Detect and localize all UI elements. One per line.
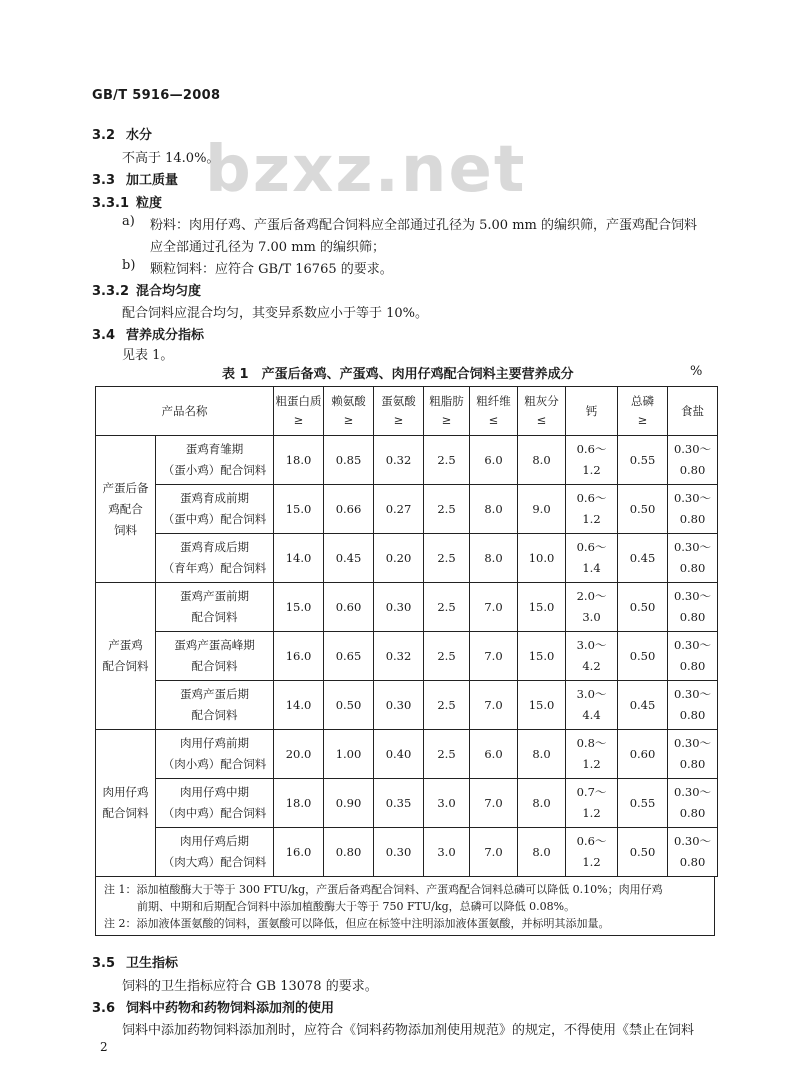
value-cell: 3.0 — [424, 779, 470, 828]
salt-cell: 0.30～ 0.80 — [668, 779, 718, 828]
phosphorus-cell: 0.50 — [618, 485, 668, 534]
nutrition-table — [95, 386, 718, 877]
calcium-cell: 0.6～ 1.2 — [566, 436, 618, 485]
value-cell: 15.0 — [518, 681, 566, 730]
value-cell: 0.50 — [324, 681, 374, 730]
phosphorus-cell: 0.50 — [618, 828, 668, 877]
value-cell: 18.0 — [274, 436, 324, 485]
value-cell: 9.0 — [518, 485, 566, 534]
value-cell: 0.40 — [374, 730, 424, 779]
section-3-4-heading: 3.4 营养成分指标 — [92, 328, 205, 343]
table-row — [96, 485, 718, 534]
calcium-cell: 0.6～ 1.4 — [566, 534, 618, 583]
calcium-cell: 0.7～ 1.2 — [566, 779, 618, 828]
section-3-4-body: 见表 1。 — [122, 348, 174, 363]
value-cell: 15.0 — [274, 583, 324, 632]
table-row — [96, 534, 718, 583]
value-cell: 16.0 — [274, 828, 324, 877]
note-line: 前期、中期和后期配合饲料中添加植酸酶大于等于 750 FTU/kg，总磷可以降低 0.08%。 — [104, 900, 576, 913]
value-cell: 7.0 — [470, 583, 518, 632]
value-cell: 8.0 — [470, 485, 518, 534]
item-b-label: b) — [122, 258, 136, 273]
table-row — [96, 779, 718, 828]
value-cell: 0.60 — [324, 583, 374, 632]
value-cell: 10.0 — [518, 534, 566, 583]
note-line: 注 2：添加液体蛋氨酸的饲料，蛋氨酸可以降低，但应在标签中注明添加液体蛋氨酸，并标明其添加量。 — [104, 917, 610, 930]
value-cell: 15.0 — [274, 485, 324, 534]
value-cell: 2.5 — [424, 730, 470, 779]
value-cell: 0.32 — [374, 632, 424, 681]
header-col: 食盐 — [668, 387, 718, 436]
value-cell: 0.30 — [374, 681, 424, 730]
product-name-cell: 肉用仔鸡后期 （肉大鸡）配合饲料 — [156, 828, 274, 877]
value-cell: 0.30 — [374, 583, 424, 632]
header-col: 粗灰分 ≤ — [518, 387, 566, 436]
value-cell: 0.20 — [374, 534, 424, 583]
phosphorus-cell: 0.45 — [618, 681, 668, 730]
product-name-cell: 蛋鸡产蛋高峰期 配合饲料 — [156, 632, 274, 681]
header-col: 蛋氨酸 ≥ — [374, 387, 424, 436]
value-cell: 15.0 — [518, 632, 566, 681]
table-row — [96, 730, 718, 779]
section-3-6-body: 饲料中添加药物饲料添加剂时，应符合《饲料药物添加剂使用规范》的规定，不得使用《禁止在饲料 — [122, 1023, 695, 1038]
product-name-cell: 蛋鸡产蛋后期 配合饲料 — [156, 681, 274, 730]
salt-cell: 0.30～ 0.80 — [668, 828, 718, 877]
value-cell: 0.90 — [324, 779, 374, 828]
value-cell: 0.66 — [324, 485, 374, 534]
value-cell: 6.0 — [470, 436, 518, 485]
value-cell: 8.0 — [518, 436, 566, 485]
value-cell: 8.0 — [518, 828, 566, 877]
product-name-cell: 肉用仔鸡中期 （肉中鸡）配合饲料 — [156, 779, 274, 828]
watermark: bzxz.net — [205, 133, 527, 207]
value-cell: 20.0 — [274, 730, 324, 779]
section-3-5-body: 饲料的卫生指标应符合 GB 13078 的要求。 — [122, 979, 378, 994]
item-a-line2: 应全部通过孔径为 7.00 mm 的编织筛； — [150, 240, 385, 255]
item-a-line1: 粉料：肉用仔鸡、产蛋后备鸡配合饲料应全部通过孔径为 5.00 mm 的编织筛，产蛋鸡配合饲料 — [150, 218, 697, 233]
value-cell: 7.0 — [470, 779, 518, 828]
note-line: 注 1：添加植酸酶大于等于 300 FTU/kg，产蛋后备鸡配合饲料、产蛋鸡配合饲料总磷可以降低 0.10%；肉用仔鸡 — [104, 883, 663, 896]
table-caption: 表 1 产蛋后备鸡、产蛋鸡、肉用仔鸡配合饲料主要营养成分 — [222, 367, 574, 382]
item-b-text: 颗粒饲料：应符合 GB/T 16765 的要求。 — [150, 262, 393, 277]
group-name-cell: 肉用仔鸡 配合饲料 — [96, 730, 156, 877]
salt-cell: 0.30～ 0.80 — [668, 436, 718, 485]
value-cell: 2.5 — [424, 534, 470, 583]
product-name-cell: 肉用仔鸡前期 （肉小鸡）配合饲料 — [156, 730, 274, 779]
value-cell: 8.0 — [518, 779, 566, 828]
phosphorus-cell: 0.55 — [618, 779, 668, 828]
calcium-cell: 3.0～ 4.4 — [566, 681, 618, 730]
header-col: 钙 — [566, 387, 618, 436]
value-cell: 1.00 — [324, 730, 374, 779]
section-3-5-heading: 3.5 卫生指标 — [92, 956, 179, 971]
section-3-2-body: 不高于 14.0%。 — [122, 151, 220, 166]
value-cell: 2.5 — [424, 583, 470, 632]
section-3-3-1-heading: 3.3.1 粒度 — [92, 196, 163, 211]
calcium-cell: 0.6～ 1.2 — [566, 828, 618, 877]
calcium-cell: 0.8～ 1.2 — [566, 730, 618, 779]
table-row — [96, 583, 718, 632]
product-name-cell: 蛋鸡产蛋前期 配合饲料 — [156, 583, 274, 632]
value-cell: 7.0 — [470, 828, 518, 877]
table-row — [96, 436, 718, 485]
calcium-cell: 0.6～ 1.2 — [566, 485, 618, 534]
salt-cell: 0.30～ 0.80 — [668, 730, 718, 779]
value-cell: 0.45 — [324, 534, 374, 583]
value-cell: 16.0 — [274, 632, 324, 681]
product-name-cell: 蛋鸡育雏期 （蛋小鸡）配合饲料 — [156, 436, 274, 485]
value-cell: 0.80 — [324, 828, 374, 877]
header-product: 产品名称 — [96, 387, 274, 436]
value-cell: 15.0 — [518, 583, 566, 632]
salt-cell: 0.30～ 0.80 — [668, 485, 718, 534]
table-notes — [95, 876, 715, 936]
phosphorus-cell: 0.50 — [618, 583, 668, 632]
section-3-2-heading: 3.2 水分 — [92, 128, 153, 143]
salt-cell: 0.30～ 0.80 — [668, 583, 718, 632]
header-col: 赖氨酸 ≥ — [324, 387, 374, 436]
section-3-3-2-heading: 3.3.2 混合均匀度 — [92, 284, 202, 299]
phosphorus-cell: 0.50 — [618, 632, 668, 681]
page-number: 2 — [100, 1040, 108, 1054]
calcium-cell: 3.0～ 4.2 — [566, 632, 618, 681]
header-col: 粗脂肪 ≥ — [424, 387, 470, 436]
section-3-3-heading: 3.3 加工质量 — [92, 173, 179, 188]
value-cell: 2.5 — [424, 436, 470, 485]
group-name-cell: 产蛋鸡 配合饲料 — [96, 583, 156, 730]
header-col: 粗蛋白质 ≥ — [274, 387, 324, 436]
value-cell: 7.0 — [470, 632, 518, 681]
product-name-cell: 蛋鸡育成前期 （蛋中鸡）配合饲料 — [156, 485, 274, 534]
value-cell: 14.0 — [274, 534, 324, 583]
product-name-cell: 蛋鸡育成后期 （育年鸡）配合饲料 — [156, 534, 274, 583]
value-cell: 8.0 — [518, 730, 566, 779]
phosphorus-cell: 0.45 — [618, 534, 668, 583]
table-row — [96, 828, 718, 877]
table-row — [96, 681, 718, 730]
value-cell: 0.30 — [374, 828, 424, 877]
section-3-3-2-body: 配合饲料应混合均匀，其变异系数应小于等于 10%。 — [122, 306, 429, 321]
group-name-cell: 产蛋后备 鸡配合 饲料 — [96, 436, 156, 583]
table-header-row — [96, 387, 718, 436]
value-cell: 0.65 — [324, 632, 374, 681]
value-cell: 2.5 — [424, 681, 470, 730]
table-row — [96, 632, 718, 681]
phosphorus-cell: 0.60 — [618, 730, 668, 779]
value-cell: 0.32 — [374, 436, 424, 485]
value-cell: 18.0 — [274, 779, 324, 828]
item-a-label: a) — [122, 214, 135, 229]
section-3-6-heading: 3.6 饲料中药物和药物饲料添加剂的使用 — [92, 1001, 335, 1016]
phosphorus-cell: 0.55 — [618, 436, 668, 485]
value-cell: 7.0 — [470, 681, 518, 730]
value-cell: 0.27 — [374, 485, 424, 534]
header-col: 粗纤维 ≤ — [470, 387, 518, 436]
salt-cell: 0.30～ 0.80 — [668, 681, 718, 730]
value-cell: 2.5 — [424, 485, 470, 534]
value-cell: 14.0 — [274, 681, 324, 730]
salt-cell: 0.30～ 0.80 — [668, 632, 718, 681]
salt-cell: 0.30～ 0.80 — [668, 534, 718, 583]
header-col: 总磷 ≥ — [618, 387, 668, 436]
standard-number: GB/T 5916—2008 — [92, 88, 221, 103]
table-unit: % — [690, 364, 703, 379]
value-cell: 8.0 — [470, 534, 518, 583]
value-cell: 0.85 — [324, 436, 374, 485]
value-cell: 3.0 — [424, 828, 470, 877]
value-cell: 2.5 — [424, 632, 470, 681]
value-cell: 0.35 — [374, 779, 424, 828]
calcium-cell: 2.0～ 3.0 — [566, 583, 618, 632]
value-cell: 6.0 — [470, 730, 518, 779]
